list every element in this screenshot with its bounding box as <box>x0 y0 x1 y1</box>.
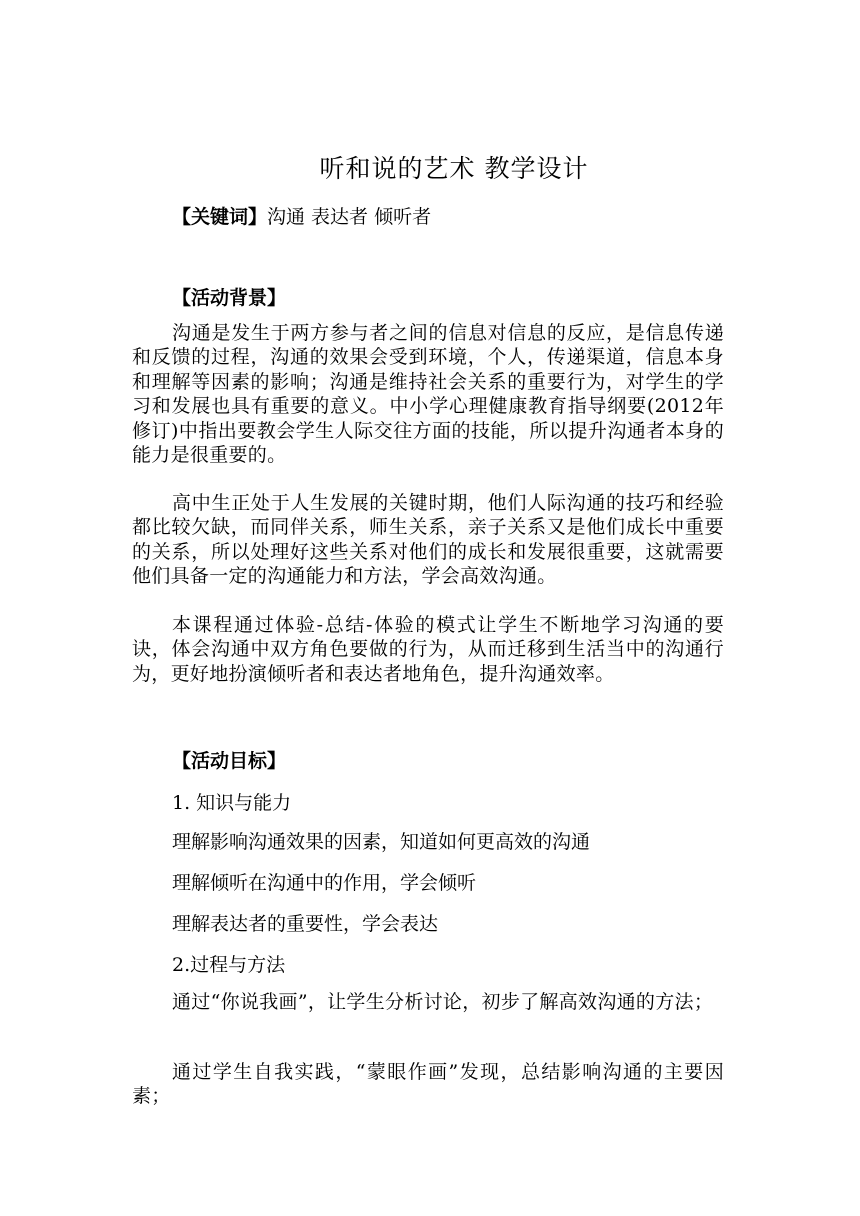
goals-subheading-process: 2.过程与方法 <box>172 954 286 976</box>
goal-item: 理解表达者的重要性，学会表达 <box>172 913 439 935</box>
process-paragraph-1: 通过“你说我画”，让学生分析讨论，初步了解高效沟通的方法； <box>172 991 714 1013</box>
goal-item: 理解倾听在沟通中的作用，学会倾听 <box>172 872 477 894</box>
keywords-line <box>172 203 431 231</box>
keywords-label: 【关键词】 <box>172 206 268 228</box>
background-paragraph-1: 沟通是发生于两方参与者之间的信息对信息的反应，是信息传递和反馈的过程，沟通的效果会受到环境，个人，传递渠道，信息本身和理解等因素的影响；沟通是维持社会关系的重要行为，对学生的学习和发展也具有重要的意义。中小学心理健康教育指导纲要(2012年修订)中指出要教会学生人际交往方面的技能，所以提升沟通者本身的能力是很重要的。 <box>132 322 724 467</box>
process-paragraph-2: 通过学生自我实践，“蒙眼作画”发现，总结影响沟通的主要因素； <box>132 1061 724 1108</box>
background-paragraph-2: 高中生正处于人生发展的关键时期，他们人际沟通的技巧和经验都比较欠缺，而同伴关系，师生关系，亲子关系又是他们成长中重要的关系，所以处理好这些关系对他们的成长和发展很重要，这就需要他们具备一定的沟通能力和方法，学会高效沟通。 <box>132 492 724 588</box>
goal-item: 理解影响沟通效果的因素，知道如何更高效的沟通 <box>172 831 591 853</box>
goals-subheading-knowledge: 1. 知识与能力 <box>172 792 292 814</box>
goals-heading: 【活动目标】 <box>172 750 287 772</box>
keywords-text: 沟通 表达者 倾听者 <box>267 206 432 228</box>
document-title: 听和说的艺术 教学设计 <box>319 154 589 183</box>
background-paragraph-3: 本课程通过体验-总结-体验的模式让学生不断地学习沟通的要诀，体会沟通中双方角色要做的行为，从而迁移到生活当中的沟通行为，更好地扮演倾听者和表达者地角色，提升沟通效率。 <box>132 614 724 685</box>
background-heading: 【活动背景】 <box>172 287 287 309</box>
